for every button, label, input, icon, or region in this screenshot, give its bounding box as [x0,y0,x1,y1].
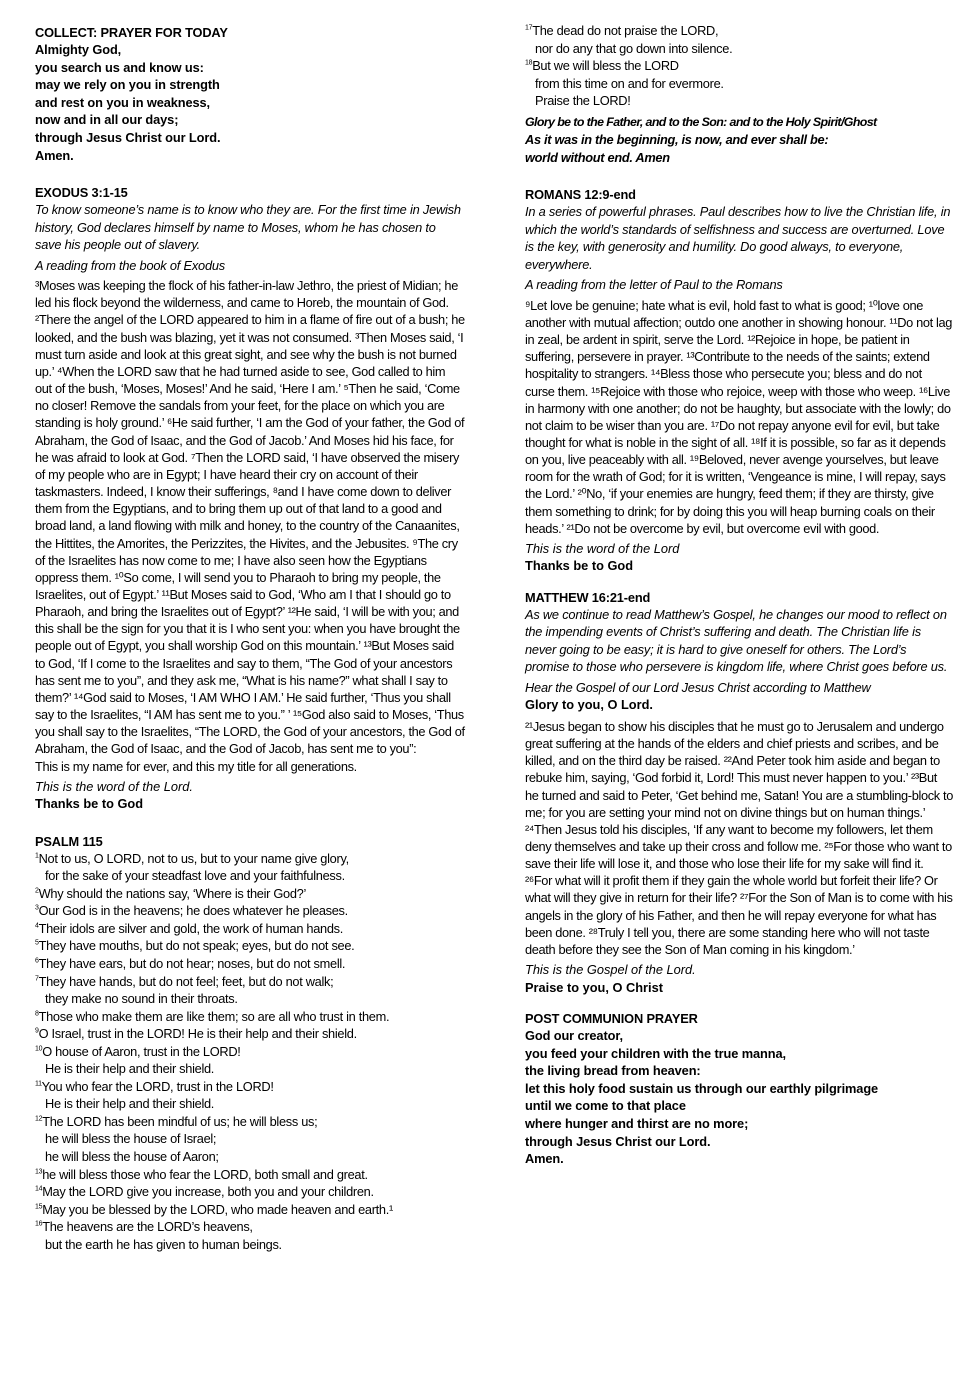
psalm-section [35,833,465,1254]
psalm-verse: $^{15}$May you be blessed by the LORD, who made heaven and earth.¹ [35,1201,393,1217]
psalm-verse: $^1$Not to us, O LORD, not to us, but to your name give glory, [35,850,349,866]
romans-response: Thanks be to God [525,558,634,574]
psalm-heading: PSALM 115 [35,833,103,849]
collect-line: now and in all our days; [35,112,179,128]
psalm-verse: $^2$Why should the nations say, ‘Where is their God?’ [35,885,307,901]
exodus-heading: EXODUS 3:1-15 [35,185,128,201]
matthew-gospel-intro: Hear the Gospel of our Lord Jesus Christ according to Matthew [525,679,871,695]
exodus-response: Thanks be to God [35,796,144,812]
prayer-line: the living bread from heaven: [525,1063,701,1079]
prayer-line: let this holy food sustain us through our earthly pilgrimage [525,1080,879,1096]
psalm-verse: he will bless the house of Israel; [45,1131,217,1147]
matthew-text: ²¹Jesus began to show his disciples that he must go to Jerusalem and undergo great suffering at the hands of the elders and chief priests and scribes, and be killed, and on the third day be raised. ²²And Peter took him aside and began to rebuke him, saying, ‘God forbid it, Lord! This must never happen to you.’ ²³But he turned and said to Peter, ‘Get behind me, Satan! You are a stumbling-block to me; for you are setting your mind not on divine things but on human things.’ ²⁴Then Jesus told his disciples, ‘If any want to become my followers, let them deny themselves and take up their cross and follow me. ²⁵For those who want to save their life will lose it, and those who lose their life for my sake will find it. ²⁶For what will it profit them if they gain the whole world but forfeit their life? Or what will they give in return for their life? ²⁷For the Son of Man is to come with his angels in the glory of his Father, and then he will repay everyone for what has been done. ²⁸Truly I tell you, there are some standing here who will not taste death before they see the Son of Man coming in his kingdom.’ [525,718,954,957]
exodus-text: ³Moses was keeping the flock of his father-in-law Jethro, the priest of Midian; he led his flock beyond the wilderness, and came to Horeb, the mountain of God. ²There the angel of the LORD appeared to him in a flame of fire out of a bush; he looked, and the bush was blazing, yet it was not consumed. ³Then Moses said, ‘I must turn aside and look at this great sight, and see why the bush is not burned up.’ ⁴When the LORD saw that he had turned aside to see, God called to him out of the bush, ‘Moses, Moses!’ And he said, ‘Here I am.’ ⁵Then he said, ‘Come no closer! Remove the sandals from your feet, for the place on which you are standing is holy ground.’ ⁶He said further, ‘I am the God of your father, the God of Abraham, the God of Isaac, and the God of Jacob.’ And Moses hid his face, for he was afraid to look at God. ⁷Then the LORD said, ‘I have observed the misery of my people who are in Egypt; I have heard their cry on account of their taskmasters. Indeed, I know their sufferings, ⁸and I have come down to deliver them from the Egyptians, and to bring them up out of that land to a good and broad land, a land flowing with milk and honey, to the country of the Canaanites, the Hittites, the Amorites, the Perizzites, the Hivites, and the Jebusites. ⁹The cry of the Israelites has now come to me; I have also seen how the Egyptians oppress them. ¹⁰So come, I will send you to Pharaoh to bring my people, the Israelites, out of Egypt.’ ¹¹But Moses said to God, ‘Who am I that I should go to Pharaoh, and bring the Israelites out of Egypt?’ ¹²He said, ‘I will be with you; and this shall be the sign for you that it is I who sent you: when you have brought the people out of Egypt, you shall worship God on this mountain.’ ¹³But Moses said to God, ‘If I come to the Israelites and say to them, “The God of your ancestors has sent me to you”, and they ask me, “What is his name?” what shall I say to them?’ ¹⁴God said to Moses, ‘I AM WHO I AM.’ He said further, ‘Thus you shall say to the Israelites, “I AM has sent me to you.” ’ ¹⁵God also said to Moses, ‘Thus you shall say to the Israelites, “The LORD, the God of your ancestors, the God of Abraham, the God of Isaac, and the God of Jacob, has sent me to you”: [35,278,465,757]
psalm-verse: from this time on and for evermore. [535,75,724,91]
exodus-ending: This is the word of the Lord. [35,778,193,794]
prayer-line: Amen. [525,1151,564,1167]
psalm-verse: $^4$Their idols are silver and gold, the work of human hands. [35,920,344,936]
psalm-verse: $^{10}$O house of Aaron, trust in the LORD! [35,1043,241,1059]
collect-line: Almighty God, [35,42,122,57]
psalm-verse: $^{11}$You who fear the LORD, trust in the LORD! [35,1078,274,1094]
psalm-verse: $^{14}$May the LORD give you increase, both you and your children. [35,1184,374,1200]
psalm-verse: $^{12}$The LORD has been mindful of us; he will bless us; [35,1113,318,1129]
gloria-line: Glory be to the Father, and to the Son: and to the Holy Spirit/Ghost [525,114,877,129]
psalm-verse: they make no sound in their throats. [45,991,238,1007]
collect-heading: COLLECT: PRAYER FOR TODAY [35,25,228,40]
psalm-verse: $^3$Our God is in the heavens; he does whatever he pleases. [35,903,348,919]
psalm-verse: $^8$Those who make them are like them; so are all who trust in them. [35,1008,390,1024]
collect-prayer [35,41,465,164]
psalm-verse: He is their help and their shield. [45,1096,215,1112]
post-communion-section [525,1010,953,1168]
matthew-response: Praise to you, O Christ [525,979,663,995]
psalm-verse: $^7$They have hands, but do not feel; feet, but do not walk; [35,973,334,989]
collect-line: and rest on you in weakness, [35,94,210,110]
romans-intro: In a series of powerful phrases. Paul describes how to live the Christian life, in which the world’s standards of selfishness and success are overturned. Love is the key, with generosity and humility. Do good always, to everyone, everywhere. [525,204,951,272]
gloria-line: As it was in the beginning, is now, and ever shall be: [525,132,829,148]
collect-section [35,24,465,164]
post-communion-heading: POST COMMUNION PRAYER [525,1011,698,1027]
psalm-verse: $^{17}$The dead do not praise the LORD, [525,23,719,38]
matthew-heading: MATTHEW 16:21-end [525,589,651,605]
psalm-verse: he will bless the house of Aaron; [45,1148,219,1164]
matthew-gospel-response: Glory to you, O Lord. [525,697,653,713]
matthew-intro: As we continue to read Matthew’s Gospel, he changes our mood to reflect on the impending events of Christ’s suffering and death. The Christian life is never going to be easy; it is hard to give oneself for others. The Lord’s promise to those who persevere is kingdom life, where Christ goes before us. [525,606,948,675]
prayer-line: until we come to that place [525,1098,686,1114]
psalm-verse: $^{16}$The heavens are the LORD’s heavens, [35,1219,253,1235]
psalm-verse: $^5$They have mouths, but do not speak; eyes, but do not see. [35,938,355,954]
psalm-verse: $^6$They have ears, but do not hear; noses, but do not smell. [35,955,346,971]
collect-line: through Jesus Christ our Lord. [35,129,221,145]
romans-ending: This is the word of the Lord [525,540,680,556]
post-communion-prayer [525,1027,953,1168]
prayer-line: where hunger and thirst are no more; [525,1116,749,1132]
right-column [525,22,953,1182]
collect-line: you search us and know us: [35,59,204,75]
psalm-verse: nor do any that go down into silence. [535,40,733,56]
prayer-line: through Jesus Christ our Lord. [525,1133,711,1149]
collect-line: may we rely on you in strength [35,77,220,93]
psalm-verse: $^9$O Israel, trust in the LORD! He is their help and their shield. [35,1026,357,1042]
gloria [525,114,953,167]
matthew-ending: This is the Gospel of the Lord. [525,962,696,978]
psalm-verse: He is their help and their shield. [45,1061,215,1077]
romans-reading-intro: A reading from the letter of Paul to the Romans [525,277,783,293]
psalm-continued [525,22,953,166]
prayer-line: God our creator, [525,1028,623,1044]
psalm-verse: for the sake of your steadfast love and your faithfulness. [45,868,345,884]
psalm-verses-part1 [35,850,465,1254]
romans-section [525,186,953,575]
collect-line: Amen. [35,147,74,163]
exodus-section [35,184,465,813]
matthew-section [525,589,953,996]
psalm-verse: Praise the LORD! [535,93,631,109]
exodus-reading-intro: A reading from the book of Exodus [35,257,225,273]
psalm-verse: but the earth he has given to human beings. [45,1236,282,1252]
psalm-verse: $^{13}$he will bless those who fear the LORD, both small and great. [35,1166,368,1182]
gloria-line: world without end. Amen [525,149,670,165]
left-column [35,24,465,1267]
exodus-intro: To know someone’s name is to know who they are. For the first time in Jewish history, God declares himself by name to Moses, whom he has chosen to save his people out of slavery. [35,202,461,253]
romans-text: ⁹Let love be genuine; hate what is evil, hold fast to what is good; ¹⁰love one another with mutual affection; outdo one another in showing honour. ¹¹Do not lag in zeal, be ardent in spirit, serve the Lord. ¹²Rejoice in hope, be patient in suffering, persevere in prayer. ¹³Contribute to the needs of the saints; extend hospitality to strangers. ¹⁴Bless those who persecute you; bless and do not curse them. ¹⁵Rejoice with those who rejoice, weep with those who weep. ¹⁶Live in harmony with one another; do not be haughty, but associate with the lowly; do not claim to be wiser than you are. ¹⁷Do not repay anyone evil for evil, but take thought for what is noble in the sight of all. ¹⁸If it is possible, so far as it depends on you, live peaceably with all. ¹⁹Beloved, never avenge yourselves, but leave room for the wrath of God; for it is written, ‘Vengeance is mine, I will repay, says the Lord.’ ²⁰No, ‘if your enemies are hungry, feed them; if they are thirsty, give them something to drink; for by doing this you will heap burning coals on their heads.’ ²¹Do not be overcome by evil, but overcome evil with good. [525,297,953,536]
romans-heading: ROMANS 12:9-end [525,187,636,203]
psalm-verse: $^{18}$But we will bless the LORD [525,58,679,74]
exodus-closing-line: This is my name for ever, and this my title for all generations. [35,758,357,774]
prayer-line: you feed your children with the true manna, [525,1045,786,1061]
